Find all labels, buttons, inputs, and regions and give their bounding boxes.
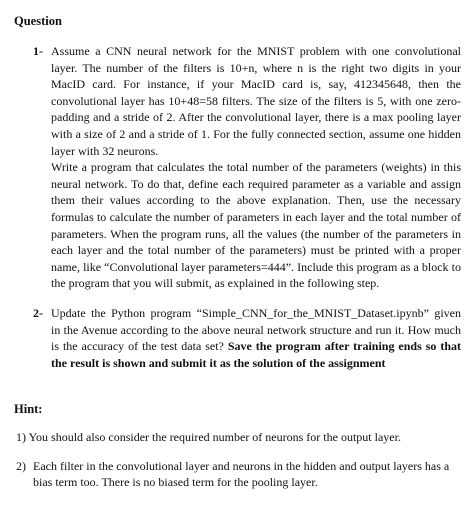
question-item-1 — [51, 43, 461, 292]
question-item-number: 1- — [33, 44, 43, 58]
question-item-2-text: Update the Python program “Simple_CNN_for_the_MNIST_Dataset.ipynb” given in the Avenue according to the above neural network structure and run it. How much is the accuracy of the test data set? — [51, 306, 461, 354]
hint-heading: Hint: — [14, 402, 43, 416]
question-heading: Question — [14, 14, 62, 28]
question-item-1-paragraph-1: Assume a CNN neural network for the MNIST problem with one convolutional layer. The number of the filters is 10+n, where n is the right two digits in your MacID card. For instance, if your MacID card is, say, 412345648, then the convolutional layer has 10+48=58 filters. The size of the filters is 5, with one zero-padding and a stride of 2. After the convolutional layer, there is a max pooling layer with a size of 2 and a stride of 1. For the fully connected section, assume one hidden layer with 32 neurons. — [51, 44, 461, 158]
hint-item-text: You should also consider the required number of neurons for the output layer. — [28, 430, 401, 444]
question-item-1-paragraph-2: Write a program that calculates the total number of the parameters (weights) in this neural network. To do that, define each required parameter as a variable and assign them their values according to the above explanation. Then, use the necessary formulas to calculate the number of parameters in each layer and the total number of parameters. When the program runs, all the values (the number of the parameters in each layer and the total number of the parameters) must be printed with a proper name, like “Convolutional layer parameters=444”. Include this program as a block to the program that you will submit, as explained in the following step. — [51, 160, 461, 291]
hint-item-1 — [16, 429, 466, 445]
hint-item-number: 1) — [16, 430, 26, 444]
hint-item-number: 2) — [16, 459, 26, 473]
hint-item-text: Each filter in the convolutional layer and neurons in the hidden and output layers has a bias term too. There is no biased term for the pooling layer. — [33, 459, 450, 490]
hint-item-2 — [33, 458, 463, 490]
question-item-number: 2- — [33, 306, 43, 320]
question-item-2 — [51, 305, 461, 371]
question-item-2-bold-instruction: Save the program after training ends so that the result is shown and submit it as the solution of the assignment — [51, 339, 461, 370]
